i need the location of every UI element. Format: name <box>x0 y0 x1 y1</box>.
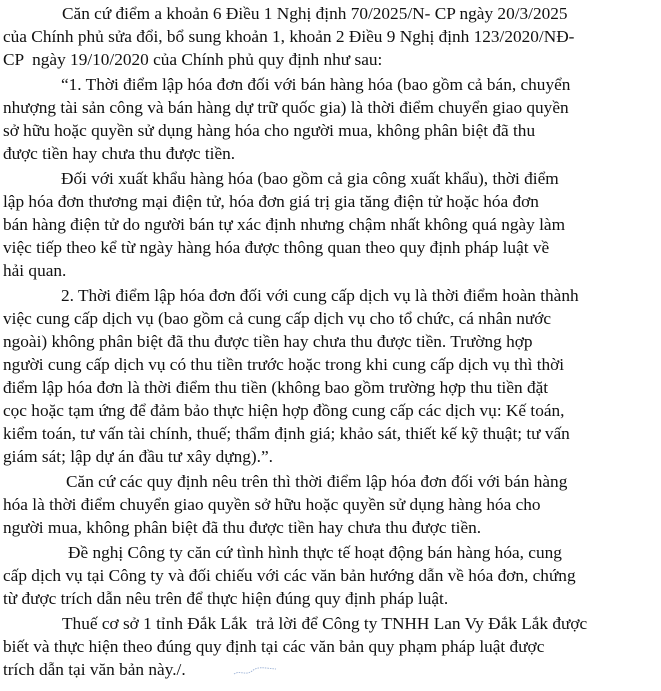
text-line: sở hữu hoặc quyền sử dụng hàng hóa cho người mua, không phân biệt đã thu <box>3 121 536 140</box>
text-line: lập hóa đơn thương mại điện tử, hóa đơn giá trị gia tăng điện tử hoặc hóa đơn <box>3 192 539 211</box>
text-line: việc tiếp theo kể từ ngày hàng hóa được thông quan theo quy định pháp luật về <box>3 238 550 257</box>
text-line: được tiền hay chưa thu được tiền. <box>3 144 236 163</box>
text-line: Căn cứ điểm a khoản 6 Điều 1 Nghị định 70/2025/N- CP ngày 20/3/2025 <box>62 4 568 23</box>
text-line: biết và thực hiện theo đúng quy định tại các văn bản quy phạm pháp luật được <box>3 637 545 656</box>
text-line: Căn cứ các quy định nêu trên thì thời điểm lập hóa đơn đối với bán hàng <box>66 472 568 491</box>
text-line: việc cung cấp dịch vụ (bao gồm cả cung cấp dịch vụ cho tổ chức, cá nhân nước <box>3 309 552 328</box>
text-line: hải quan. <box>3 261 67 280</box>
text-line: bán hàng điện tử do người bán tự xác định nhưng chậm nhất không quá ngày làm <box>3 215 566 234</box>
text-line: người cung cấp dịch vụ có thu tiền trước hoặc trong khi cung cấp dịch vụ thì thời <box>3 355 565 374</box>
text-line: cấp dịch vụ tại Công ty và đối chiếu với các văn bản hướng dẫn về hóa đơn, chứng <box>3 566 576 585</box>
text-line: Thuế cơ sở 1 tỉnh Đắk Lắk trả lời để Công ty TNHH Lan Vy Đắk Lắk được <box>62 614 588 633</box>
text-line: nhượng tài sản công và bán hàng dự trữ quốc gia) là thời điểm chuyển giao quyền <box>3 98 569 117</box>
text-line: CP ngày 19/10/2020 của Chính phủ quy định như sau: <box>3 50 383 69</box>
text-line: 2. Thời điểm lập hóa đơn đối với cung cấp dịch vụ là thời điểm hoàn thành <box>61 286 579 305</box>
text-line: trích dẫn tại văn bản này./. <box>3 660 186 679</box>
text-line: Đề nghị Công ty căn cứ tình hình thực tế hoạt động bán hàng hóa, cung <box>68 543 562 562</box>
text-line: ngoài) không phân biệt đã thu được tiền hay chưa thu được tiền. Trường hợp <box>3 332 533 351</box>
text-line: Đối với xuất khẩu hàng hóa (bao gồm cả gia công xuất khẩu), thời điểm <box>61 169 559 188</box>
text-line: người mua, không phân biệt đã thu được tiền hay chưa thu được tiền. <box>3 518 482 537</box>
text-line: từ được trích dẫn nêu trên để thực hiện đúng quy định pháp luật. <box>3 589 449 608</box>
text-line: điểm lập hóa đơn là thời điểm thu tiền (không bao gồm trường hợp thu tiền đặt <box>3 378 549 397</box>
text-line: giám sát; lập dự án đầu tư xây dựng).”. <box>3 447 273 466</box>
text-line: cọc hoặc tạm ứng để đảm bảo thực hiện hợp đồng cung cấp các dịch vụ: Kế toán, <box>3 401 565 420</box>
text-line: hóa là thời điểm chuyển giao quyền sở hữu hoặc quyền sử dụng hàng hóa cho <box>3 495 541 514</box>
text-line: của Chính phủ sửa đổi, bổ sung khoản 1, khoản 2 Điều 9 Nghị định 123/2020/NĐ- <box>3 27 575 46</box>
text-line: “1. Thời điểm lập hóa đơn đối với bán hàng hóa (bao gồm cả bán, chuyển <box>61 75 571 94</box>
text-line: kiểm toán, tư vấn tài chính, thuế; thẩm định giá; khảo sát, thiết kế kỹ thuật; tư vấn <box>3 424 570 443</box>
